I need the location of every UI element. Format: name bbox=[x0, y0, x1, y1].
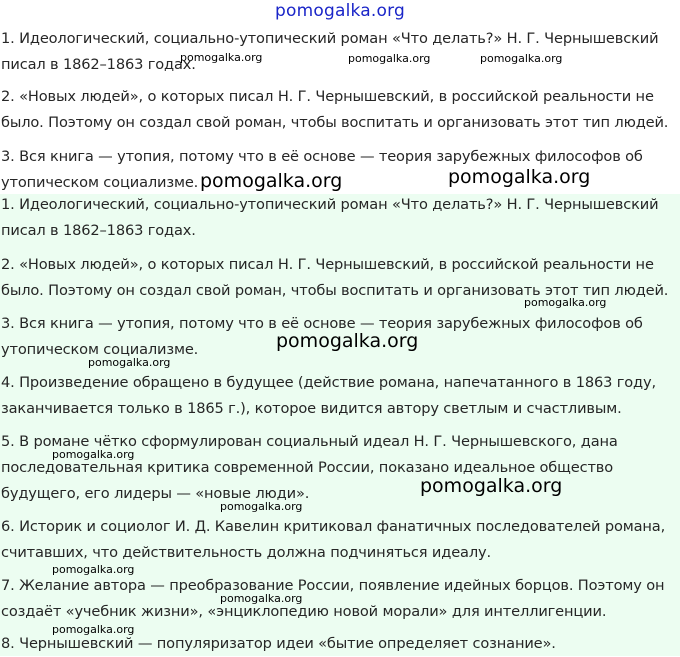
section-two-paragraph-5: 5. В романе чётко сформулирован социальный идеал Н. Г. Чернышевского, дана последовательная критика современной России, показано идеальное общество будущего, его лидеры — «новые люди». bbox=[1, 433, 618, 502]
watermark-overlay: pomogalka.org bbox=[480, 52, 563, 65]
section-one-paragraph-2: 2. «Новых людей», о которых писал Н. Г. Чернышевский, в российской реальности не было. Поэтому он создал свой роман, чтобы воспитать и организовать этот тип людей. bbox=[1, 88, 669, 131]
section-two-paragraph-1: 1. Идеологический, социально-утопический роман «Что делать?» Н. Г. Чернышевский писал в 1862–1863 годах. bbox=[1, 196, 659, 239]
watermark-overlay: pomogalka.org bbox=[52, 563, 135, 576]
watermark-overlay: pomogalka.org bbox=[524, 296, 607, 309]
watermark-overlay: pomogalka.org bbox=[420, 475, 563, 497]
watermark-overlay: pomogalka.org bbox=[276, 330, 419, 352]
watermark-overlay: pomogalka.org bbox=[348, 52, 431, 65]
watermark-overlay: pomogalka.org bbox=[220, 500, 303, 513]
section-one-paragraph-3: 3. Вся книга — утопия, потому что в её основе — теория зарубежных философов об утопическом социализме. bbox=[1, 148, 643, 191]
section-two-paragraph-6: 6. Историк и социолог И. Д. Кавелин критиковал фанатичных последователей романа, считавших, что действительность должна подчиняться идеалу. bbox=[1, 518, 666, 561]
site-watermark-header: pomogalka.org bbox=[275, 1, 405, 21]
watermark-overlay: pomogalka.org bbox=[200, 170, 343, 192]
watermark-overlay: pomogalka.org bbox=[220, 592, 303, 605]
watermark-overlay: pomogalka.org bbox=[448, 166, 591, 188]
watermark-overlay: pomogalka.org bbox=[52, 623, 135, 636]
section-two-paragraph-3: 3. Вся книга — утопия, потому что в её основе — теория зарубежных философов об утопическом социализме. bbox=[1, 315, 643, 358]
section-two-paragraph-7: 7. Желание автора — преобразование России, появление идейных борцов. Поэтому он создаёт «учебник жизни», «энциклопедию новой морали» для интеллигенции. bbox=[1, 577, 665, 620]
watermark-overlay: pomogalka.org bbox=[52, 448, 135, 461]
section-two-paragraph-2: 2. «Новых людей», о которых писал Н. Г. Чернышевский, в российской реальности не было. Поэтому он создал свой роман, чтобы воспитать и организовать этот тип людей. bbox=[1, 256, 669, 299]
section-two-paragraph-4: 4. Произведение обращено в будущее (действие романа, напечатанного в 1863 году, заканчивается только в 1865 г.), которое видится автору светлым и счастливым. bbox=[1, 374, 656, 417]
section-one-paragraph-1: 1. Идеологический, социально-утопический роман «Что делать?» Н. Г. Чернышевский писал в 1862–1863 годах. bbox=[1, 30, 659, 73]
section-two-paragraph-8: 8. Чернышевский — популяризатор идеи «бытие определяет сознание». bbox=[1, 635, 556, 652]
watermark-overlay: pomogalka.org bbox=[88, 356, 171, 369]
watermark-overlay: pomogalka.org bbox=[180, 51, 263, 64]
